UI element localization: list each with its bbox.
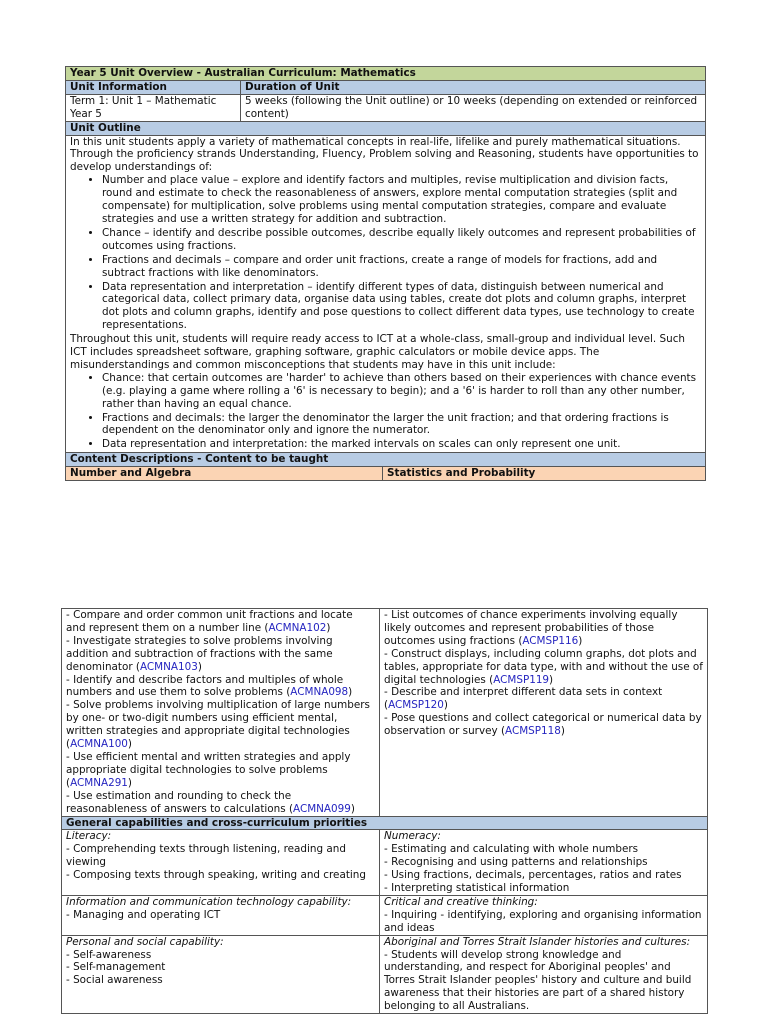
- capability-item: - Interpreting statistical information: [384, 882, 570, 895]
- content-item: - Investigate strategies to solve problems involving addition and subtraction of fractions with the same denominator (ACMNA103): [66, 634, 333, 673]
- aboriginal-histories-cell: [380, 935, 708, 1013]
- stats-prob-header: Statistics and Probability: [383, 467, 706, 481]
- content-descriptions-header: Content Descriptions - Content to be taught: [66, 453, 706, 467]
- capability-item: - Recognising and using patterns and relationships: [384, 856, 648, 869]
- capability-item: - Self-management: [66, 961, 166, 974]
- overview-title: Year 5 Unit Overview - Australian Curriculum: Mathematics: [66, 67, 706, 81]
- curriculum-code-link[interactable]: ACMNA099: [293, 802, 351, 815]
- capability-item: - Comprehending texts through listening, reading and viewing: [66, 843, 346, 869]
- outline-bullet-list: [70, 174, 701, 332]
- unit-info-header: Unit Information: [66, 80, 241, 94]
- curriculum-code-link[interactable]: ACMNA103: [139, 660, 198, 673]
- outline-bullet: • Chance – identify and describe possible outcomes, describe equally likely outcomes and represent probabilities of outcomes using fractions.: [102, 227, 701, 253]
- ict-capability-cell: [62, 895, 380, 935]
- ict-paragraph: Throughout this unit, students will require ready access to ICT at a whole-class, small-group and individual level. Such ICT includes spreadsheet software, graphing software, graphic calculators or mobile device apps. The misunderstandings and common misconceptions that students may have in this unit include:: [70, 333, 685, 371]
- content-item: - Use efficient mental and written strategies and apply appropriate digital technologies to solve problems (ACMNA291): [66, 750, 351, 789]
- curriculum-code-link[interactable]: ACMNA102: [268, 621, 327, 634]
- curriculum-code-link[interactable]: ACMSP116: [522, 634, 579, 647]
- capabilities-header: General capabilities and cross-curriculum priorities: [62, 816, 708, 830]
- curriculum-code-link[interactable]: ACMSP118: [505, 725, 561, 738]
- capability-item: - Social awareness: [66, 974, 163, 987]
- content-item: - Construct displays, including column graphs, dot plots and tables, appropriate for data type, with and without the use of digital technologies (ACMSP119): [384, 647, 703, 686]
- capability-item: - Composing texts through speaking, writing and creating: [66, 869, 366, 882]
- duration-value: 5 weeks (following the Unit outline) or 10 weeks (depending on extended or reinforced content): [241, 94, 706, 121]
- aboriginal-histories-title: Aboriginal and Torres Strait Islander histories and cultures:: [384, 935, 691, 948]
- personal-social-title: Personal and social capability:: [66, 935, 224, 948]
- critical-thinking-cell: [380, 895, 708, 935]
- outline-intro: In this unit students apply a variety of mathematical concepts in real-life, lifelike and purely mathematical situations. Through the proficiency strands Understanding, Fluency, Problem solving and Reasoning, students have opportunities to develop understandings of:: [70, 135, 699, 174]
- misconception-bullet: • Fractions and decimals: the larger the denominator the larger the unit fraction; and that ordering fractions is dependent on the denominator only and ignore the numerator.: [102, 412, 701, 438]
- unit-outline-header: Unit Outline: [66, 121, 706, 135]
- capability-item: - Estimating and calculating with whole numbers: [384, 843, 639, 856]
- content-item: - List outcomes of chance experiments involving equally likely outcomes and represent probabilities of those outcomes using fractions (ACMSP116): [384, 609, 678, 647]
- capability-item: - Students will develop strong knowledge and understanding, and respect for Aboriginal peoples' and Torres Strait Islander peoples' history and culture and build awareness that their histories are part of a shared history belonging to all Australians.: [384, 948, 692, 1013]
- literacy-title: Literacy:: [66, 830, 112, 843]
- unit-info-value: Term 1: Unit 1 – Mathematic Year 5: [66, 94, 241, 121]
- curriculum-code-link[interactable]: ACMSP120: [388, 699, 444, 712]
- curriculum-code-link[interactable]: ACMNA291: [70, 776, 128, 789]
- numeracy-title: Numeracy:: [384, 830, 441, 843]
- ict-capability-title: Information and communication technology capability:: [66, 895, 352, 908]
- misconception-bullet: • Chance: that certain outcomes are 'harder' to achieve than others based on their experiences with chance events (e.g. playing a game where rolling a '6' is necessary to begin); and a '6' is harder to roll than any other number, rather than having an equal chance.: [102, 372, 701, 411]
- capability-item: - Inquiring - identifying, exploring and organising information and ideas: [384, 908, 702, 934]
- capability-item: - Self-awareness: [66, 948, 152, 961]
- content-item: - Use estimation and rounding to check the reasonableness of answers to calculations (ACMNA099): [66, 789, 355, 815]
- personal-social-cell: [62, 935, 380, 1013]
- content-item: - Pose questions and collect categorical or numerical data by observation or survey (ACMSP118): [384, 712, 702, 738]
- number-algebra-header: Number and Algebra: [66, 467, 383, 481]
- content-item: - Describe and interpret different data sets in context (ACMSP120): [384, 686, 663, 712]
- content-item: - Identify and describe factors and multiples of whole numbers and use them to solve problems (ACMNA098): [66, 673, 353, 699]
- misconception-bullet: • Data representation and interpretation: the marked intervals on scales can only represent one unit.: [102, 438, 701, 451]
- stats-prob-content: [380, 609, 708, 817]
- capability-item: - Managing and operating ICT: [66, 908, 221, 921]
- curriculum-code-link[interactable]: ACMNA098: [290, 686, 349, 699]
- curriculum-code-link[interactable]: ACMNA100: [70, 738, 128, 751]
- unit-outline-body: [66, 135, 706, 453]
- content-item: - Solve problems involving multiplication of large numbers by one- or two-digit numbers using efficient mental, written strategies and appropriate digital technologies (ACMNA100): [66, 699, 370, 751]
- content-capabilities-table: [61, 608, 708, 1014]
- numeracy-cell: [380, 830, 708, 896]
- outline-bullet: • Number and place value – explore and identify factors and multiples, revise multiplication and division facts, round and estimate to check the reasonableness of answers, explore mental computation strategies (split and compensate) for multiplication, solve problems using mental computation strategies, compare and evaluate strategies and use a written strategy for addition and subtraction.: [102, 174, 701, 226]
- critical-thinking-title: Critical and creative thinking:: [384, 895, 538, 908]
- outline-bullet: • Data representation and interpretation – identify different types of data, distinguish between numerical and categorical data, collect primary data, organise data using tables, create dot plots and column graphs, interpret dot plots and column graphs, identify and pose questions to collect different data types, use technology to create representations.: [102, 281, 701, 333]
- literacy-cell: [62, 830, 380, 896]
- curriculum-code-link[interactable]: ACMSP119: [493, 673, 550, 686]
- misconception-list: [70, 372, 701, 451]
- capability-item: - Using fractions, decimals, percentages, ratios and rates: [384, 869, 682, 882]
- duration-header: Duration of Unit: [241, 80, 706, 94]
- number-algebra-content: [62, 609, 380, 817]
- content-item: - Compare and order common unit fractions and locate and represent them on a number line (ACMNA102): [66, 609, 353, 634]
- outline-bullet: • Fractions and decimals – compare and order unit fractions, create a range of models for fractions, add and subtract fractions with like denominators.: [102, 254, 701, 280]
- unit-overview-table: [65, 66, 706, 481]
